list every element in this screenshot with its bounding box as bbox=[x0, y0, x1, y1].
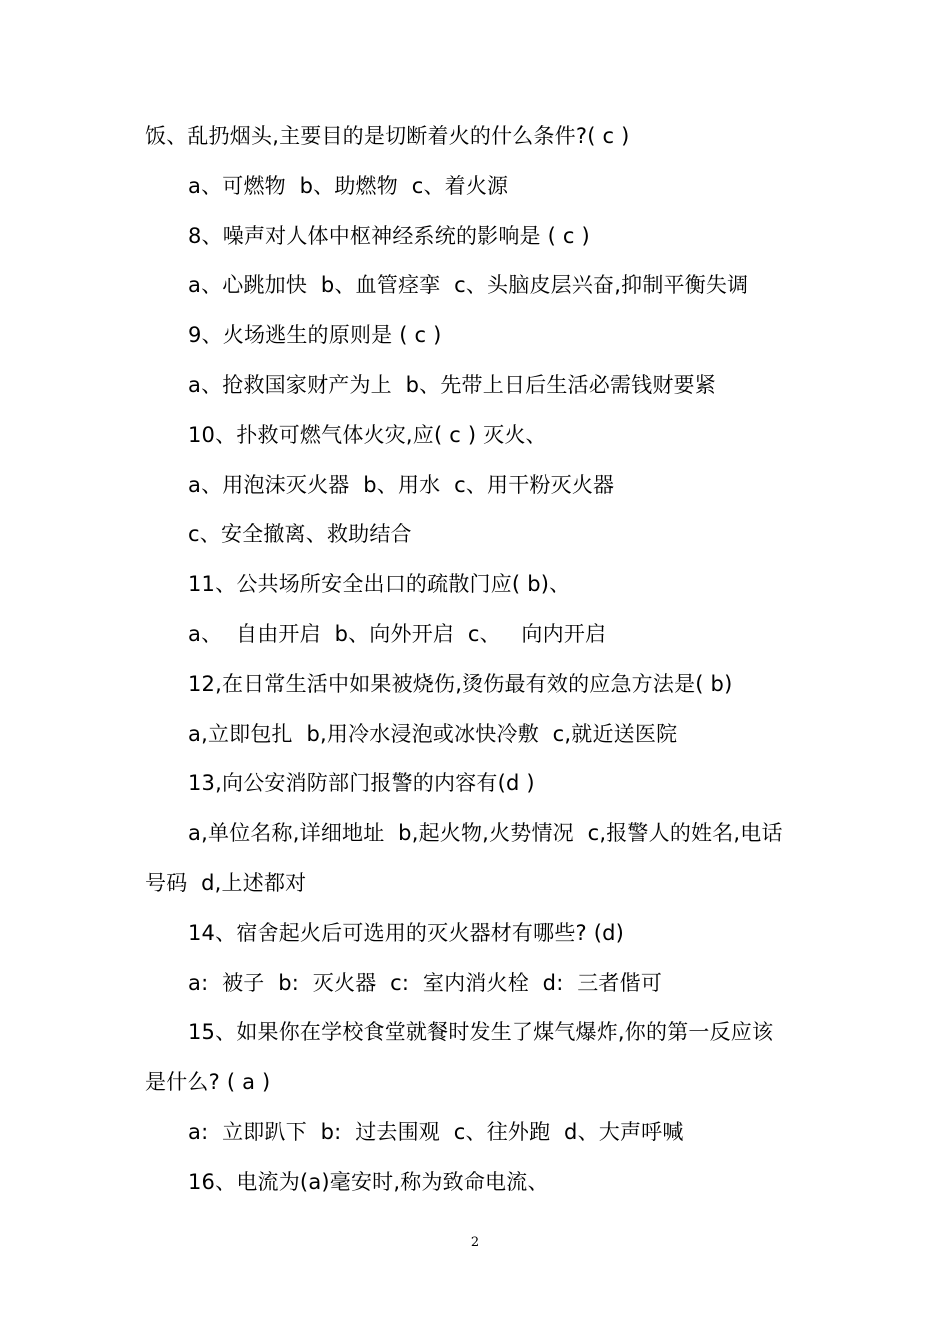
answer-options: a、可燃物 b、助燃物 c、着火源 bbox=[188, 173, 509, 198]
answer-options: a、抢救国家财产为上 b、先带上日后生活必需钱财要紧 bbox=[188, 372, 716, 397]
question-9: 9、火场逃生的原则是 ( c ) bbox=[188, 323, 442, 348]
answer-options: a,单位名称,详细地址 b,起火物,火势情况 c,报警人的姓名,电话 bbox=[188, 821, 783, 846]
question-16: 16、电流为(a)毫安时,称为致命电流、 bbox=[188, 1169, 549, 1194]
question-12: 12,在日常生活中如果被烧伤,烫伤最有效的应急方法是( b) bbox=[188, 671, 733, 696]
question-13: 13,向公安消防部门报警的内容有(d ) bbox=[188, 771, 535, 796]
answer-options: c、安全撤离、救助结合 bbox=[188, 522, 412, 547]
answer-options: a、 自由开启 b、向外开启 c、 向内开启 bbox=[188, 621, 607, 646]
answer-options: a: 被子 b: 灭火器 c: 室内消火栓 d: 三者偕可 bbox=[188, 970, 663, 995]
answer-options-continued: 号码 d,上述都对 bbox=[145, 870, 307, 895]
question-14: 14、宿舍起火后可选用的灭火器材有哪些? (d) bbox=[188, 920, 625, 945]
page-number: 2 bbox=[470, 1235, 480, 1250]
answer-options: a、用泡沫灭火器 b、用水 c、用干粉灭火器 bbox=[188, 472, 615, 497]
answer-options: a、心跳加快 b、血管痉挛 c、头脑皮层兴奋,抑制平衡失调 bbox=[188, 273, 749, 298]
question-11: 11、公共场所安全出口的疏散门应( b)、 bbox=[188, 572, 571, 597]
document-body bbox=[145, 112, 810, 1208]
question-10: 10、扑救可燃气体火灾,应( c ) 灭火、 bbox=[188, 422, 547, 447]
answer-options: a,立即包扎 b,用冷水浸泡或冰快冷敷 c,就近送医院 bbox=[188, 721, 678, 746]
text-line: 饭、乱扔烟头,主要目的是切断着火的什么条件?( c ) bbox=[145, 124, 630, 148]
question-8: 8、噪声对人体中枢神经系统的影响是 ( c ) bbox=[188, 223, 590, 248]
answer-options: a: 立即趴下 b: 过去围观 c、往外跑 d、大声呼喊 bbox=[188, 1119, 684, 1144]
question-15-continued: 是什么? ( a ) bbox=[145, 1070, 271, 1095]
question-15: 15、如果你在学校食堂就餐时发生了煤气爆炸,你的第一反应该 bbox=[188, 1020, 774, 1045]
